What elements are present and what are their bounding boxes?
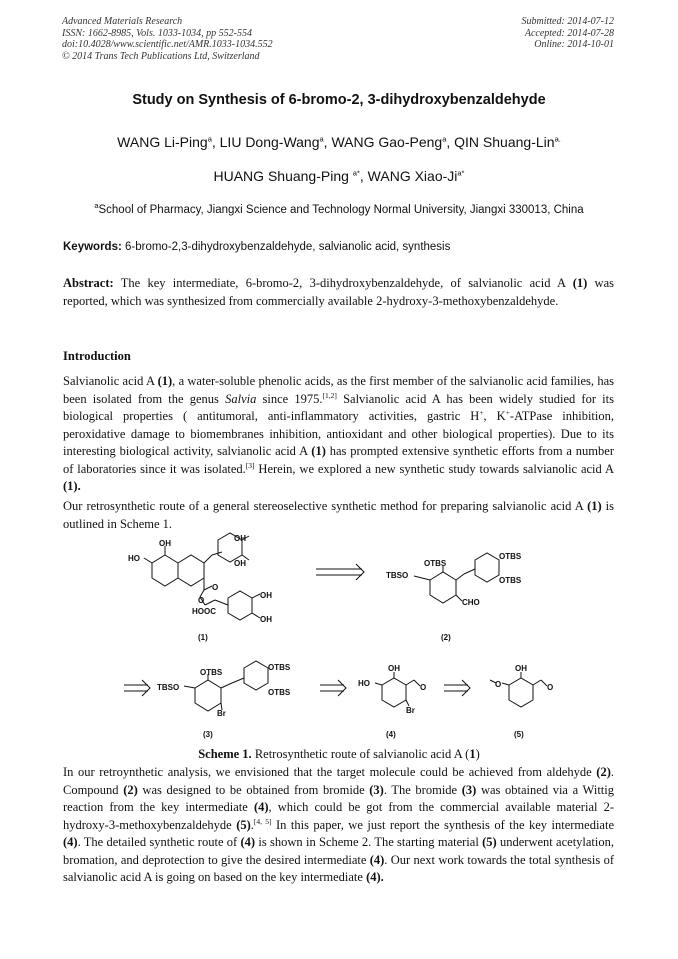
compound-label: (2) — [441, 633, 451, 642]
abstract — [63, 275, 614, 310]
dates-info — [522, 16, 615, 51]
submitted-date: Submitted: 2014-07-12 — [521, 16, 614, 27]
abstract-text: The key intermediate, 6-bromo-2, 3-dihydroxybenzaldehyde, of salvianolic acid A — [113, 276, 573, 290]
atom-label: O — [495, 680, 502, 689]
compound-ref: (4) — [63, 835, 78, 849]
author-sep: , — [323, 134, 332, 150]
text: Herein, we explored a new synthetic study towards salvianolic acid A — [254, 461, 614, 476]
compound-ref: (4) — [369, 852, 385, 867]
text: Salvianolic acid A has been widely studied for its biological properties ( antitumoral, anti-inflammatory activities, gastric H — [63, 391, 614, 423]
atom-label: TBSO — [386, 571, 409, 580]
retro-arrow — [444, 680, 470, 696]
author: QIN Shuang-Lin — [454, 134, 555, 150]
atom-label: O — [198, 596, 205, 605]
text: was designed to be obtained from bromide — [137, 782, 370, 797]
compound-label: (1) — [198, 633, 208, 642]
section-heading: Introduction — [63, 349, 131, 363]
citation: [3] — [245, 460, 255, 470]
author-affil: a — [319, 134, 324, 144]
atom-label: CHO — [462, 598, 480, 607]
citation: [4, 5] — [253, 816, 272, 826]
compound-2-structure — [386, 552, 522, 642]
issn-line: ISSN: 1662-8985, Vols. 1033-1034, pp 552-554 — [62, 27, 252, 39]
atom-label: OTBS — [268, 688, 291, 697]
scheme-caption — [0, 747, 678, 762]
author: WANG Li-Ping — [117, 134, 208, 150]
citation: [1,2] — [322, 390, 337, 400]
atom-label: OH — [515, 664, 527, 673]
retro-arrow — [316, 564, 364, 580]
author-affil: a. — [554, 134, 561, 144]
text: , which could be got from the commercial available material 2-hydroxy-3-methoxybenzaldehyde — [63, 800, 614, 832]
text: is outlined in Scheme 1. — [63, 499, 614, 531]
compound-ref: (2) — [123, 782, 138, 797]
author-affil: a* — [352, 168, 360, 178]
accepted-date: Accepted: 2014-07-28 — [524, 27, 614, 39]
text: since 1975. — [256, 391, 323, 406]
compound-ref: (1) — [311, 444, 326, 458]
author-sep: , — [446, 134, 455, 150]
analysis-paragraph — [63, 764, 614, 887]
compound-ref: (3) — [461, 782, 477, 797]
atom-label: OH — [234, 559, 246, 568]
superscript: + — [505, 407, 510, 417]
compound-ref: (4). — [366, 870, 384, 884]
caption-label: Scheme 1. — [198, 747, 252, 761]
text: , K — [483, 409, 506, 423]
compound-ref: (1) — [157, 374, 173, 388]
text: . The detailed synthetic route of — [77, 835, 241, 849]
genus-name: Salvia — [225, 391, 257, 406]
text: -ATPase inhibition, peroxidative damage to biomembranes inhibition, antioxidant and other biological properties). Due to its interesting biological activity, salvianolic acid A — [63, 409, 614, 458]
atom-label: OTBS — [268, 663, 291, 672]
atom-label: OTBS — [499, 576, 522, 585]
author: WANG Xiao-Ji — [367, 168, 458, 184]
compound-label: (5) — [514, 730, 524, 739]
text: In our retroynthetic analysis, we envisioned that the target molecule could be achieved from aldehyde — [63, 765, 597, 779]
author-affil: a* — [457, 168, 465, 178]
caption-text: ) — [475, 747, 480, 761]
text: underwent acetylation, bromation, and deprotection to give the desired intermediate — [63, 835, 615, 867]
paper-title: Study on Synthesis of 6-bromo-2, 3-dihydroxybenzaldehyde — [132, 92, 546, 108]
author-sep: , — [211, 134, 220, 150]
journal-name: Advanced Materials Research — [62, 16, 183, 27]
atom-label: Br — [217, 709, 226, 718]
atom-label: HOOC — [192, 607, 216, 616]
compound-ref: 1 — [469, 747, 476, 761]
atom-label: TBSO — [157, 683, 180, 692]
authors-line-1 — [0, 134, 678, 150]
author-affil: a — [442, 134, 447, 144]
atom-label: OH — [260, 591, 272, 600]
compound-ref: (5) — [482, 835, 497, 849]
doi-line: doi:10.4028/www.scientific.net/AMR.1033-1034.552 — [62, 39, 273, 50]
retro-arrow — [320, 680, 346, 696]
compound-ref: (5) — [236, 817, 251, 832]
author: WANG Gao-Peng — [331, 134, 443, 150]
keywords — [63, 241, 450, 253]
atom-label: OH — [388, 664, 400, 673]
compound-ref: (1) — [572, 276, 588, 290]
text: Our retrosynthetic route of a general stereoselective synthetic method for preparing salvianolic acid A — [63, 499, 588, 513]
atom-label: HO — [128, 554, 140, 563]
text: is shown in Scheme 2. The starting material — [255, 835, 483, 849]
text: . The bromide — [383, 782, 462, 797]
retro-arrow — [124, 680, 150, 696]
atom-label: O — [212, 583, 219, 592]
copyright-line: © 2014 Trans Tech Publications Ltd, Switzerland — [62, 50, 260, 62]
affiliation-mark: a — [94, 201, 99, 211]
text: has prompted extensive synthetic efforts from a number of laboratories since it was isolated. — [63, 444, 614, 476]
online-date: Online: 2014-10-01 — [534, 39, 614, 50]
authors-line-2 — [0, 168, 678, 184]
author-affil: a — [207, 134, 212, 144]
compound-ref: (4) — [253, 800, 269, 814]
compound-label: (3) — [203, 730, 213, 739]
intro-paragraph-1 — [63, 373, 614, 496]
atom-label: OH — [159, 539, 171, 548]
atom-label: OH — [234, 534, 246, 543]
author-sep: , — [359, 168, 368, 184]
atom-label: OH — [260, 615, 272, 624]
abstract-text: was reported, which was synthesized from commercially available 2-hydroxy-3-methoxybenzaldehyde. — [63, 276, 614, 308]
keywords-label: Keywords: — [63, 241, 122, 253]
text: In this paper, we just report the synthesis of the key intermediate — [271, 817, 614, 832]
abstract-label: Abstract: — [63, 276, 114, 290]
compound-label: (4) — [386, 730, 396, 739]
compound-3-structure — [157, 661, 291, 739]
text: . Compound — [63, 765, 614, 797]
compound-ref: (4) — [240, 835, 256, 849]
author: HUANG Shuang-Ping — [213, 168, 353, 184]
atom-label: OTBS — [200, 668, 223, 677]
keywords-text: 6-bromo-2,3-dihydroxybenzaldehyde, salvianolic acid, synthesis — [125, 241, 451, 253]
compound-ref: (2) — [596, 765, 611, 779]
atom-label: Br — [406, 706, 415, 715]
atom-label: HO — [358, 679, 370, 688]
compound-ref: (3) — [369, 782, 384, 797]
superscript: + — [479, 407, 484, 417]
affiliation-text: School of Pharmacy, Jiangxi Science and Technology Normal University, Jiangxi 330013, China — [98, 204, 584, 216]
text: , a water-soluble phenolic acids, as the first member of the salvianolic acid families, has been isolated from the genus — [63, 374, 614, 406]
atom-label: O — [420, 683, 427, 692]
text: . — [250, 817, 254, 832]
text: . Our next work towards the total synthesis of salvianolic acid A is going on based on the key intermediate — [63, 852, 614, 884]
scheme-1-figure — [0, 528, 678, 746]
text: Salvianolic acid A — [63, 374, 158, 388]
compound-ref: (1) — [587, 499, 602, 513]
compound-4-structure — [358, 664, 426, 739]
atom-label: OTBS — [499, 552, 522, 561]
caption-text: Retrosynthetic route of salvianolic acid A ( — [251, 747, 470, 761]
atom-label: O — [547, 683, 554, 692]
text: was obtained via a Wittig reaction from the key intermediate — [63, 782, 614, 814]
author: LIU Dong-Wang — [219, 134, 320, 150]
compound-1-structure — [128, 533, 272, 642]
compound-5-structure — [490, 664, 553, 739]
affiliation — [0, 201, 678, 216]
atom-label: OTBS — [424, 559, 447, 568]
journal-info — [62, 16, 273, 62]
compound-ref: (1). — [63, 479, 81, 493]
